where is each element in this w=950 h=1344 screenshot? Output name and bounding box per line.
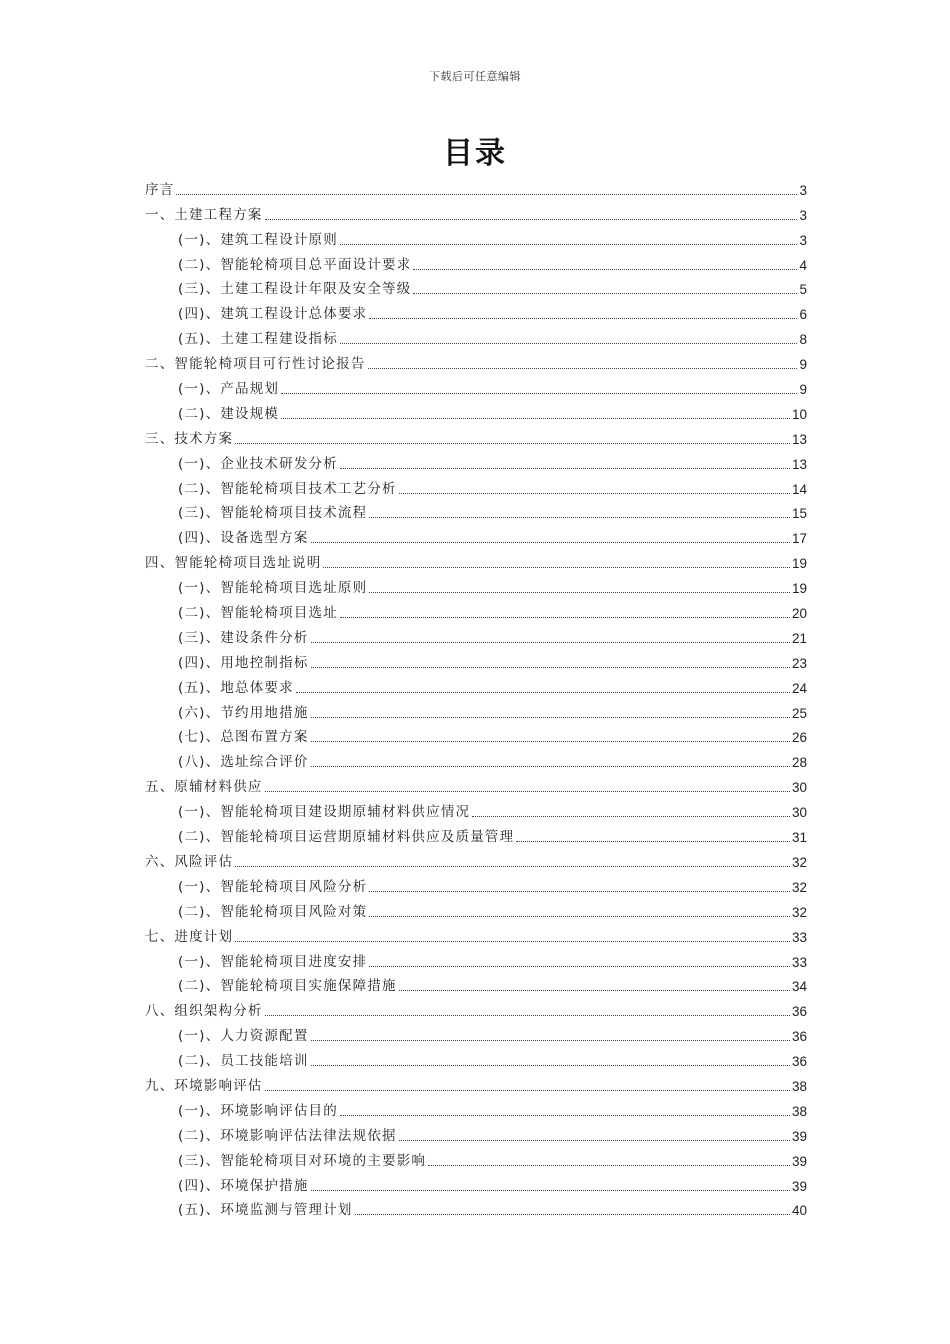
- toc-entry-label[interactable]: (一)、环境影响评估目的: [178, 1102, 338, 1119]
- toc-dot-leader: [413, 293, 797, 294]
- toc-entry-label[interactable]: (八)、选址综合评价: [178, 754, 309, 771]
- toc-section-entry[interactable]: [145, 1145, 807, 1170]
- toc-page-number[interactable]: 24: [791, 680, 807, 696]
- toc-entry-label[interactable]: (二)、建设规模: [178, 405, 280, 422]
- toc-page-number[interactable]: 30: [791, 805, 807, 821]
- toc-chapter-entry[interactable]: [145, 199, 807, 224]
- toc-section-entry[interactable]: [145, 1045, 807, 1070]
- toc-dot-leader: [311, 717, 790, 718]
- toc-dot-leader: [235, 866, 790, 867]
- toc-entry-label[interactable]: (二)、智能轮椅项目实施保障措施: [178, 978, 397, 995]
- toc-section-entry[interactable]: [145, 622, 807, 647]
- toc-dot-leader: [311, 542, 790, 543]
- toc-page-number[interactable]: 5: [799, 282, 807, 298]
- toc-page-number[interactable]: 38: [791, 1078, 807, 1094]
- toc-page-number[interactable]: 38: [791, 1103, 807, 1119]
- toc-page-number[interactable]: 32: [791, 854, 807, 870]
- toc-entry-label[interactable]: (一)、人力资源配置: [178, 1028, 309, 1045]
- toc-section-entry[interactable]: [145, 572, 807, 597]
- toc-page-number[interactable]: 21: [791, 630, 807, 646]
- toc-chapter-entry[interactable]: [145, 423, 807, 448]
- toc-dot-leader: [281, 418, 790, 419]
- toc-entry-label[interactable]: (二)、智能轮椅项目总平面设计要求: [178, 256, 412, 273]
- table-of-contents: [145, 174, 807, 1219]
- toc-page-number[interactable]: 13: [791, 431, 807, 447]
- toc-entry-label[interactable]: 三、技术方案: [145, 430, 234, 447]
- toc-page-number[interactable]: 3: [799, 232, 807, 248]
- toc-page-number[interactable]: 40: [791, 1203, 807, 1219]
- toc-page-number[interactable]: 39: [791, 1128, 807, 1144]
- toc-page-number[interactable]: 10: [791, 406, 807, 422]
- toc-section-entry[interactable]: [145, 498, 807, 523]
- toc-section-entry[interactable]: [145, 1020, 807, 1045]
- toc-dot-leader: [399, 1140, 790, 1141]
- toc-dot-leader: [369, 891, 790, 892]
- toc-dot-leader: [340, 244, 798, 245]
- toc-entry-label[interactable]: (三)、建设条件分析: [178, 629, 309, 646]
- toc-section-entry[interactable]: [145, 522, 807, 547]
- toc-section-entry[interactable]: [145, 746, 807, 771]
- toc-dot-leader: [428, 1165, 790, 1166]
- toc-entry-label[interactable]: 序言: [145, 181, 175, 198]
- toc-page-number[interactable]: 14: [791, 481, 807, 497]
- toc-page-number[interactable]: 39: [791, 1178, 807, 1194]
- toc-title: 目录: [443, 136, 507, 171]
- toc-dot-leader: [413, 269, 797, 270]
- page-header-note: 下载后可任意编辑: [429, 70, 521, 83]
- toc-chapter-entry[interactable]: [145, 995, 807, 1020]
- toc-entry-label[interactable]: (一)、企业技术研发分析: [178, 455, 338, 472]
- toc-section-entry[interactable]: [145, 1195, 807, 1220]
- toc-entry-label[interactable]: (一)、智能轮椅项目建设期原辅材料供应情况: [178, 804, 471, 821]
- toc-entry-label[interactable]: (五)、环境监测与管理计划: [178, 1202, 353, 1219]
- toc-entry-label[interactable]: (二)、员工技能培训: [178, 1053, 309, 1070]
- toc-section-entry[interactable]: [145, 398, 807, 423]
- toc-chapter-entry[interactable]: [145, 771, 807, 796]
- toc-page-number[interactable]: 3: [799, 207, 807, 223]
- toc-dot-leader: [472, 816, 790, 817]
- toc-entry-label[interactable]: (二)、智能轮椅项目风险对策: [178, 903, 368, 920]
- toc-section-entry[interactable]: [145, 697, 807, 722]
- toc-dot-leader: [311, 1065, 790, 1066]
- toc-entry-label[interactable]: (一)、智能轮椅项目风险分析: [178, 878, 368, 895]
- toc-dot-leader: [311, 741, 790, 742]
- toc-section-entry[interactable]: [145, 224, 807, 249]
- toc-entry-label[interactable]: (五)、土建工程建设指标: [178, 331, 338, 348]
- toc-entry-label[interactable]: 四、智能轮椅项目选址说明: [145, 555, 322, 572]
- toc-section-entry[interactable]: [145, 298, 807, 323]
- toc-entry-label[interactable]: (一)、建筑工程设计原则: [178, 231, 338, 248]
- toc-page-number[interactable]: 30: [791, 780, 807, 796]
- toc-dot-leader: [265, 1090, 790, 1091]
- toc-entry-label[interactable]: (七)、总图布置方案: [178, 729, 309, 746]
- toc-page-number[interactable]: 15: [791, 506, 807, 522]
- toc-page-number[interactable]: 32: [791, 879, 807, 895]
- toc-page-number[interactable]: 33: [791, 929, 807, 945]
- toc-dot-leader: [323, 567, 790, 568]
- toc-section-entry[interactable]: [145, 1120, 807, 1145]
- toc-entry-label[interactable]: (三)、智能轮椅项目技术流程: [178, 505, 368, 522]
- toc-dot-leader: [355, 1214, 790, 1215]
- toc-section-entry[interactable]: [145, 722, 807, 747]
- toc-chapter-entry[interactable]: [145, 1070, 807, 1095]
- toc-chapter-entry[interactable]: [145, 846, 807, 871]
- toc-dot-leader: [265, 219, 798, 220]
- toc-dot-leader: [311, 667, 790, 668]
- toc-dot-leader: [235, 941, 790, 942]
- toc-page-number[interactable]: 6: [799, 307, 807, 323]
- toc-entry-label[interactable]: (三)、智能轮椅项目对环境的主要影响: [178, 1152, 427, 1169]
- toc-dot-leader: [399, 493, 790, 494]
- toc-entry-label[interactable]: (四)、建筑工程设计总体要求: [178, 306, 368, 323]
- toc-dot-leader: [311, 642, 790, 643]
- toc-section-entry[interactable]: [145, 971, 807, 996]
- toc-dot-leader: [311, 1190, 790, 1191]
- toc-page-number[interactable]: 36: [791, 1054, 807, 1070]
- toc-page-number[interactable]: 36: [791, 1029, 807, 1045]
- toc-entry-label[interactable]: 九、环境影响评估: [145, 1077, 263, 1094]
- toc-dot-leader: [369, 517, 790, 518]
- toc-dot-leader: [265, 791, 790, 792]
- toc-page-number[interactable]: 32: [791, 904, 807, 920]
- toc-page-number[interactable]: 17: [791, 531, 807, 547]
- toc-section-entry[interactable]: [145, 672, 807, 697]
- toc-dot-leader: [368, 368, 798, 369]
- toc-page-number[interactable]: 34: [791, 979, 807, 995]
- toc-section-entry[interactable]: [145, 249, 807, 274]
- toc-chapter-entry[interactable]: [145, 921, 807, 946]
- toc-section-entry[interactable]: [145, 946, 807, 971]
- toc-chapter-entry[interactable]: [145, 547, 807, 572]
- toc-page-number[interactable]: 13: [791, 456, 807, 472]
- toc-section-entry[interactable]: [145, 796, 807, 821]
- toc-entry-label[interactable]: 七、进度计划: [145, 928, 234, 945]
- toc-section-entry[interactable]: [145, 373, 807, 398]
- toc-entry-label[interactable]: 六、风险评估: [145, 853, 234, 870]
- toc-entry-label[interactable]: (四)、用地控制指标: [178, 654, 309, 671]
- toc-section-entry[interactable]: [145, 871, 807, 896]
- toc-dot-leader: [281, 393, 797, 394]
- toc-entry-label[interactable]: 二、智能轮椅项目可行性讨论报告: [145, 356, 366, 373]
- toc-entry-label[interactable]: (四)、设备选型方案: [178, 530, 309, 547]
- toc-page-number[interactable]: 33: [791, 954, 807, 970]
- toc-section-entry[interactable]: [145, 473, 807, 498]
- toc-entry-label[interactable]: (一)、智能轮椅项目选址原则: [178, 580, 368, 597]
- toc-entry-label[interactable]: (二)、环境影响评估法律法规依据: [178, 1127, 397, 1144]
- toc-dot-leader: [516, 841, 790, 842]
- toc-dot-leader: [369, 592, 790, 593]
- toc-entry-label[interactable]: 一、土建工程方案: [145, 206, 263, 223]
- toc-entry-label[interactable]: (四)、环境保护措施: [178, 1177, 309, 1194]
- toc-page-number[interactable]: 23: [791, 655, 807, 671]
- toc-section-entry[interactable]: [145, 597, 807, 622]
- toc-entry-label[interactable]: (三)、土建工程设计年限及安全等级: [178, 281, 412, 298]
- toc-page-number[interactable]: 39: [791, 1153, 807, 1169]
- toc-entry-label[interactable]: (一)、产品规划: [178, 381, 280, 398]
- toc-section-entry[interactable]: [145, 896, 807, 921]
- toc-section-entry[interactable]: [145, 448, 807, 473]
- toc-page-number[interactable]: 25: [791, 705, 807, 721]
- toc-section-entry[interactable]: [145, 647, 807, 672]
- toc-dot-leader: [369, 916, 790, 917]
- toc-dot-leader: [340, 468, 790, 469]
- toc-entry-label[interactable]: (二)、智能轮椅项目选址: [178, 605, 338, 622]
- toc-page-number[interactable]: 4: [799, 257, 807, 273]
- toc-dot-leader: [265, 1015, 790, 1016]
- toc-entry-label[interactable]: 五、原辅材料供应: [145, 779, 263, 796]
- toc-page-number[interactable]: 9: [799, 357, 807, 373]
- toc-dot-leader: [399, 990, 790, 991]
- toc-section-entry[interactable]: [145, 323, 807, 348]
- toc-section-entry[interactable]: [145, 1095, 807, 1120]
- toc-dot-leader: [340, 1115, 790, 1116]
- toc-entry-label[interactable]: 八、组织架构分析: [145, 1003, 263, 1020]
- toc-chapter-entry[interactable]: [145, 348, 807, 373]
- toc-dot-leader: [235, 443, 790, 444]
- toc-page-number[interactable]: 20: [791, 606, 807, 622]
- toc-page-number[interactable]: 28: [791, 755, 807, 771]
- toc-section-entry[interactable]: [145, 821, 807, 846]
- toc-chapter-entry[interactable]: [145, 174, 807, 199]
- toc-dot-leader: [340, 343, 798, 344]
- toc-section-entry[interactable]: [145, 1170, 807, 1195]
- toc-dot-leader: [311, 1040, 790, 1041]
- toc-page-number[interactable]: 8: [799, 332, 807, 348]
- toc-dot-leader: [369, 966, 790, 967]
- toc-entry-label[interactable]: (五)、地总体要求: [178, 679, 294, 696]
- toc-entry-label[interactable]: (二)、智能轮椅项目技术工艺分析: [178, 480, 397, 497]
- toc-entry-label[interactable]: (二)、智能轮椅项目运营期原辅材料供应及质量管理: [178, 829, 515, 846]
- toc-dot-leader: [311, 766, 790, 767]
- toc-entry-label[interactable]: (六)、节约用地措施: [178, 704, 309, 721]
- toc-dot-leader: [340, 617, 790, 618]
- toc-page-number[interactable]: 19: [791, 581, 807, 597]
- toc-dot-leader: [176, 194, 797, 195]
- toc-section-entry[interactable]: [145, 274, 807, 299]
- toc-page-number[interactable]: 26: [791, 730, 807, 746]
- toc-dot-leader: [296, 692, 790, 693]
- toc-page-number[interactable]: 3: [799, 182, 807, 198]
- toc-dot-leader: [369, 318, 797, 319]
- toc-page-number[interactable]: 9: [799, 382, 807, 398]
- toc-page-number[interactable]: 19: [791, 556, 807, 572]
- toc-page-number[interactable]: 36: [791, 1004, 807, 1020]
- toc-page-number[interactable]: 31: [791, 830, 807, 846]
- toc-entry-label[interactable]: (一)、智能轮椅项目进度安排: [178, 953, 368, 970]
